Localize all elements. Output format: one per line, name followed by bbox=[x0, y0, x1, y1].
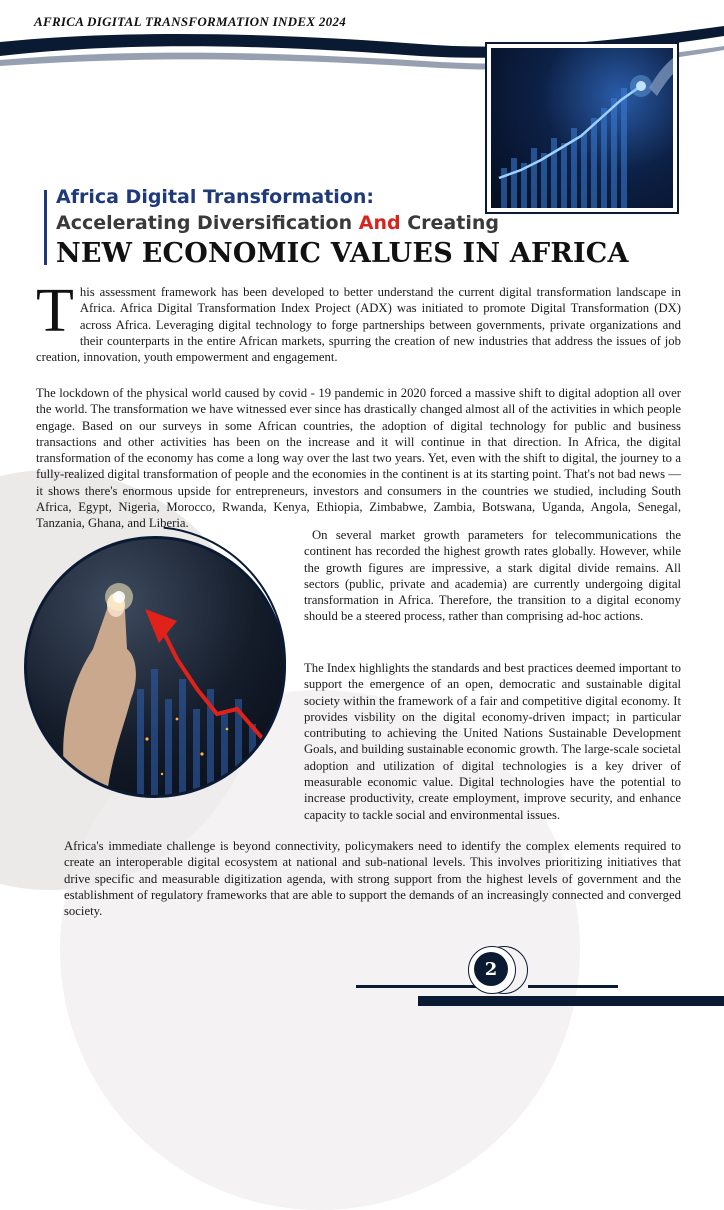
paragraph-intro bbox=[36, 277, 681, 365]
headline-line-3: NEW ECONOMIC VALUES IN AFRICA bbox=[56, 238, 629, 269]
headline-accent-bar bbox=[44, 190, 47, 265]
paragraph-index-standards: The Index highlights the standards and best practices deemed important to support the emergence of an open, democratic and sustainable digital society within the framework of a fair and competitive digital economy. It provides visbility on the digital economy-driven impact; in particular contributing to achieving the United Nations Sustainable Development Goals, and building sustainable economic growth. The large-scale societal adoption and utilization of digital technologies is a key driver of measurable economic value. Digital technologies have the potential to increase productivity, create employment, improve security, and enhance capacity to tackle social and environmental issues. bbox=[304, 661, 681, 822]
headline-line-2-part-2: Creating bbox=[400, 212, 499, 234]
footer-divider bbox=[528, 985, 618, 988]
rising-chart-hand-icon bbox=[491, 48, 673, 208]
page-number-badge bbox=[468, 944, 534, 1000]
footer-divider bbox=[356, 985, 476, 988]
headline-line-2 bbox=[56, 212, 499, 234]
circle-growth-image bbox=[24, 536, 286, 798]
headline-line-2-highlight: And bbox=[358, 212, 401, 234]
hero-chart-image bbox=[487, 44, 677, 212]
footer-bar bbox=[418, 996, 724, 1006]
paragraph-intro-text: his assessment framework has been developed to better understand the current digital transformation landscape in Africa. Africa Digital Transformation Index Project (ADX) was initiated to promote Digital Transformation (DX) across Africa. Leveraging digital technology to forge partnerships between governments, private organizations and their counterparts in the entire African markets, spurring the creation of new industries that address the issues of job creation, innovation, youth empowerment and engagement. bbox=[36, 285, 681, 365]
headline-line-1: Africa Digital Transformation: bbox=[56, 186, 374, 208]
page-number: 2 bbox=[474, 952, 508, 986]
paragraph-market-growth: On several market growth parameters for telecommunications the continent has recorded the highest growth rates globally. However, while the growth figures are impressive, a stark digital divide remains. All sectors (public, private and academia) are currently undergoing digital transformation in Africa. Therefore, the transition to a digital economy should be a steered process, rather than comprising ad-hoc actions. bbox=[304, 528, 681, 624]
finger-touching-rising-arrow-icon bbox=[27, 539, 283, 795]
drop-cap: T bbox=[36, 277, 74, 345]
header-title: AFRICA DIGITAL TRANSFORMATION INDEX 2024 bbox=[34, 14, 347, 29]
paragraph-lockdown: The lockdown of the physical world caused by covid - 19 pandemic in 2020 forced a massive shift to digital adoption all over the world. The transformation we have witnessed ever since has drastically changed almost all of the activities in which people engage. Based on our surveys in some African countries, the adoption of digital technology for public and business transactions and other activities has been on the increase and it will continue in that direction. In Africa, the digital transformation of the economy has come a long way over the last two years. Yet, even with the shift to digital, the journey to a fully-realized digital transformation of people and the economies in the continent is at its starting point. That's not bad news — it shows there's enormous upside for entrepreneurs, investors and consumers in the countries we studied, including South Africa, Egypt, Nigeria, Morocco, Rwanda, Kenya, Ethiopia, Zimbabwe, Zambia, Botswana, Uganda, Angola, Senegal, Tanzania, Ghana, and Liberia. bbox=[36, 386, 681, 531]
paragraph-challenge: Africa's immediate challenge is beyond connectivity, policymakers need to identify the complex elements required to create an interoperable digital ecosystem at national and sub-national levels. This involves prioritizing initiatives that drive specific and measurable digitization agenda, with strong support from the highest levels of government and the establishment of regulatory frameworks that are able to support the demands of an increasingly connected and converged society. bbox=[64, 839, 681, 919]
headline-line-2-part-1: Accelerating Diversification bbox=[56, 212, 359, 234]
